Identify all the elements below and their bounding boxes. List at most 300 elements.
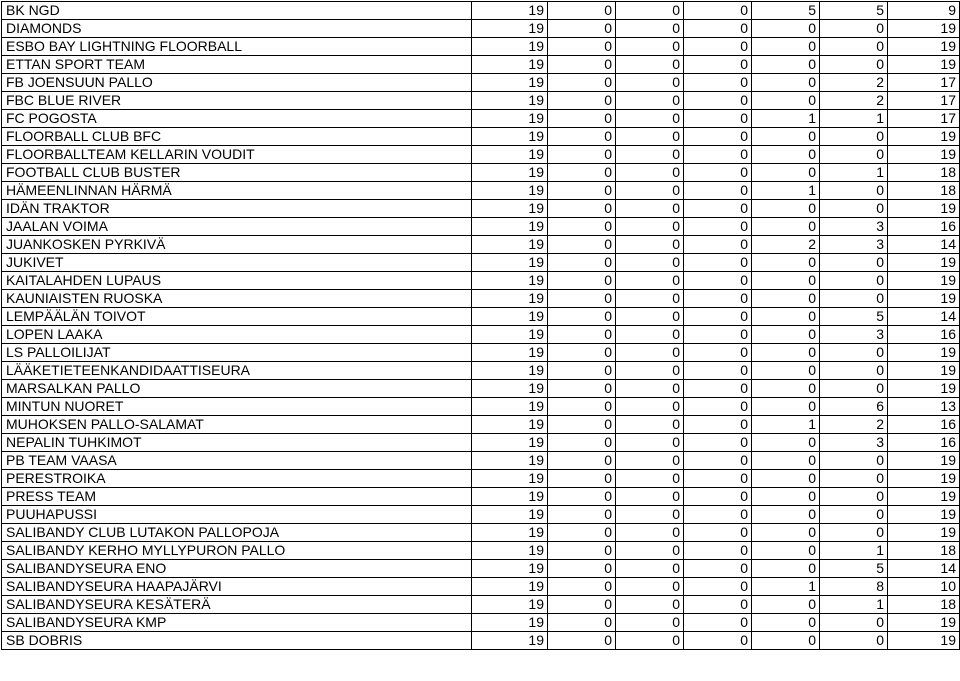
table-row xyxy=(2,524,960,542)
stat-cell-4: 0 xyxy=(752,200,820,218)
total-cell: 16 xyxy=(888,218,960,236)
stat-cell-1: 0 xyxy=(548,290,616,308)
stat-cell-3: 0 xyxy=(684,182,752,200)
table-row xyxy=(2,20,960,38)
stat-cell-1: 0 xyxy=(548,236,616,254)
games-cell: 19 xyxy=(472,272,548,290)
games-cell: 19 xyxy=(472,110,548,128)
games-cell: 19 xyxy=(472,92,548,110)
stat-cell-2: 0 xyxy=(616,434,684,452)
stat-cell-1: 0 xyxy=(548,506,616,524)
total-cell: 18 xyxy=(888,182,960,200)
team-name-cell: MUHOKSEN PALLO-SALAMAT xyxy=(2,416,472,434)
team-name-cell: BK NGD xyxy=(2,2,472,20)
team-name-cell: FLOORBALL CLUB BFC xyxy=(2,128,472,146)
stat-cell-2: 0 xyxy=(616,272,684,290)
table-row xyxy=(2,164,960,182)
stat-cell-4: 0 xyxy=(752,326,820,344)
stat-cell-4: 0 xyxy=(752,614,820,632)
stat-cell-4: 0 xyxy=(752,254,820,272)
stat-cell-3: 0 xyxy=(684,218,752,236)
stat-cell-5: 3 xyxy=(820,236,888,254)
stat-cell-3: 0 xyxy=(684,38,752,56)
games-cell: 19 xyxy=(472,74,548,92)
stat-cell-1: 0 xyxy=(548,56,616,74)
total-cell: 17 xyxy=(888,92,960,110)
stat-cell-2: 0 xyxy=(616,254,684,272)
team-name-cell: HÄMEENLINNAN HÄRMÄ xyxy=(2,182,472,200)
total-cell: 19 xyxy=(888,506,960,524)
total-cell: 19 xyxy=(888,452,960,470)
games-cell: 19 xyxy=(472,362,548,380)
stat-cell-4: 0 xyxy=(752,380,820,398)
table-row xyxy=(2,362,960,380)
stat-cell-3: 0 xyxy=(684,380,752,398)
team-name-cell: SALIBANDYSEURA KMP xyxy=(2,614,472,632)
total-cell: 17 xyxy=(888,110,960,128)
games-cell: 19 xyxy=(472,290,548,308)
stat-cell-2: 0 xyxy=(616,92,684,110)
stat-cell-3: 0 xyxy=(684,434,752,452)
stat-cell-5: 2 xyxy=(820,416,888,434)
table-row xyxy=(2,398,960,416)
stat-cell-5: 0 xyxy=(820,146,888,164)
stat-cell-5: 6 xyxy=(820,398,888,416)
total-cell: 18 xyxy=(888,164,960,182)
stat-cell-1: 0 xyxy=(548,578,616,596)
table-row xyxy=(2,578,960,596)
total-cell: 19 xyxy=(888,488,960,506)
stat-cell-5: 3 xyxy=(820,434,888,452)
stat-cell-3: 0 xyxy=(684,542,752,560)
stat-cell-4: 0 xyxy=(752,542,820,560)
table-row xyxy=(2,254,960,272)
table-body xyxy=(2,2,960,650)
games-cell: 19 xyxy=(472,452,548,470)
stat-cell-1: 0 xyxy=(548,146,616,164)
stat-cell-4: 0 xyxy=(752,74,820,92)
stat-cell-2: 0 xyxy=(616,578,684,596)
stat-cell-1: 0 xyxy=(548,470,616,488)
stat-cell-4: 1 xyxy=(752,110,820,128)
stat-cell-1: 0 xyxy=(548,128,616,146)
stat-cell-2: 0 xyxy=(616,200,684,218)
stat-cell-1: 0 xyxy=(548,614,616,632)
team-name-cell: KAITALAHDEN LUPAUS xyxy=(2,272,472,290)
total-cell: 13 xyxy=(888,398,960,416)
stat-cell-2: 0 xyxy=(616,470,684,488)
stat-cell-2: 0 xyxy=(616,182,684,200)
stat-cell-5: 0 xyxy=(820,362,888,380)
stat-cell-2: 0 xyxy=(616,56,684,74)
stat-cell-2: 0 xyxy=(616,560,684,578)
stat-cell-2: 0 xyxy=(616,308,684,326)
total-cell: 9 xyxy=(888,2,960,20)
team-name-cell: LÄÄKETIETEENKANDIDAATTISEURA xyxy=(2,362,472,380)
stat-cell-1: 0 xyxy=(548,218,616,236)
team-name-cell: MINTUN NUORET xyxy=(2,398,472,416)
stat-cell-5: 0 xyxy=(820,524,888,542)
table-row xyxy=(2,56,960,74)
table-row xyxy=(2,110,960,128)
stat-cell-5: 0 xyxy=(820,254,888,272)
team-name-cell: FBC BLUE RIVER xyxy=(2,92,472,110)
team-name-cell: LS PALLOILIJAT xyxy=(2,344,472,362)
stat-cell-3: 0 xyxy=(684,20,752,38)
stat-cell-4: 0 xyxy=(752,596,820,614)
team-name-cell: SALIBANDY CLUB LUTAKON PALLOPOJA xyxy=(2,524,472,542)
stat-cell-3: 0 xyxy=(684,488,752,506)
games-cell: 19 xyxy=(472,380,548,398)
stat-cell-1: 0 xyxy=(548,164,616,182)
games-cell: 19 xyxy=(472,542,548,560)
stat-cell-1: 0 xyxy=(548,110,616,128)
team-name-cell: PB TEAM VAASA xyxy=(2,452,472,470)
stat-cell-2: 0 xyxy=(616,632,684,650)
stat-cell-2: 0 xyxy=(616,110,684,128)
games-cell: 19 xyxy=(472,2,548,20)
team-name-cell: KAUNIAISTEN RUOSKA xyxy=(2,290,472,308)
stat-cell-4: 0 xyxy=(752,524,820,542)
total-cell: 16 xyxy=(888,416,960,434)
stat-cell-3: 0 xyxy=(684,164,752,182)
team-name-cell: NEPALIN TUHKIMOT xyxy=(2,434,472,452)
stat-cell-5: 0 xyxy=(820,488,888,506)
stat-cell-3: 0 xyxy=(684,290,752,308)
team-name-cell: SALIBANDYSEURA HAAPAJÄRVI xyxy=(2,578,472,596)
total-cell: 19 xyxy=(888,146,960,164)
stat-cell-4: 0 xyxy=(752,398,820,416)
table-row xyxy=(2,218,960,236)
stat-cell-2: 0 xyxy=(616,164,684,182)
stat-cell-1: 0 xyxy=(548,2,616,20)
games-cell: 19 xyxy=(472,308,548,326)
team-name-cell: FLOORBALLTEAM KELLARIN VOUDIT xyxy=(2,146,472,164)
team-name-cell: PRESS TEAM xyxy=(2,488,472,506)
stat-cell-1: 0 xyxy=(548,452,616,470)
total-cell: 16 xyxy=(888,326,960,344)
games-cell: 19 xyxy=(472,164,548,182)
table-row xyxy=(2,632,960,650)
team-name-cell: FC POGOSTA xyxy=(2,110,472,128)
games-cell: 19 xyxy=(472,506,548,524)
stat-cell-3: 0 xyxy=(684,128,752,146)
stat-cell-4: 1 xyxy=(752,578,820,596)
stat-cell-1: 0 xyxy=(548,74,616,92)
stat-cell-2: 0 xyxy=(616,416,684,434)
stat-cell-3: 0 xyxy=(684,362,752,380)
stat-cell-3: 0 xyxy=(684,56,752,74)
team-name-cell: SALIBANDY KERHO MYLLYPURON PALLO xyxy=(2,542,472,560)
stat-cell-5: 0 xyxy=(820,380,888,398)
stat-cell-5: 2 xyxy=(820,74,888,92)
table-row xyxy=(2,488,960,506)
stat-cell-4: 0 xyxy=(752,560,820,578)
table-row xyxy=(2,326,960,344)
stat-cell-2: 0 xyxy=(616,344,684,362)
stat-cell-5: 3 xyxy=(820,326,888,344)
team-name-cell: JAALAN VOIMA xyxy=(2,218,472,236)
stat-cell-2: 0 xyxy=(616,218,684,236)
team-name-cell: FOOTBALL CLUB BUSTER xyxy=(2,164,472,182)
stat-cell-4: 0 xyxy=(752,92,820,110)
team-name-cell: DIAMONDS xyxy=(2,20,472,38)
stat-cell-4: 1 xyxy=(752,182,820,200)
table-row xyxy=(2,344,960,362)
team-name-cell: JUANKOSKEN PYRKIVÄ xyxy=(2,236,472,254)
stat-cell-5: 0 xyxy=(820,272,888,290)
stat-cell-1: 0 xyxy=(548,596,616,614)
stat-cell-2: 0 xyxy=(616,380,684,398)
team-name-cell: SALIBANDYSEURA KESÄTERÄ xyxy=(2,596,472,614)
stat-cell-2: 0 xyxy=(616,290,684,308)
table-row xyxy=(2,380,960,398)
stat-cell-1: 0 xyxy=(548,326,616,344)
table-row xyxy=(2,182,960,200)
games-cell: 19 xyxy=(472,326,548,344)
total-cell: 14 xyxy=(888,308,960,326)
stat-cell-5: 5 xyxy=(820,308,888,326)
total-cell: 14 xyxy=(888,560,960,578)
table-row xyxy=(2,128,960,146)
stat-cell-4: 1 xyxy=(752,416,820,434)
games-cell: 19 xyxy=(472,38,548,56)
stat-cell-3: 0 xyxy=(684,452,752,470)
stat-cell-1: 0 xyxy=(548,38,616,56)
total-cell: 19 xyxy=(888,20,960,38)
stat-cell-4: 0 xyxy=(752,344,820,362)
table-row xyxy=(2,290,960,308)
table-row xyxy=(2,416,960,434)
stat-cell-4: 0 xyxy=(752,128,820,146)
stat-cell-2: 0 xyxy=(616,488,684,506)
team-name-cell: MARSALKAN PALLO xyxy=(2,380,472,398)
stat-cell-4: 0 xyxy=(752,434,820,452)
stat-cell-3: 0 xyxy=(684,578,752,596)
stat-cell-4: 0 xyxy=(752,272,820,290)
stat-cell-3: 0 xyxy=(684,506,752,524)
total-cell: 19 xyxy=(888,38,960,56)
total-cell: 19 xyxy=(888,362,960,380)
total-cell: 18 xyxy=(888,542,960,560)
table-row xyxy=(2,560,960,578)
stat-cell-4: 0 xyxy=(752,20,820,38)
stat-cell-5: 0 xyxy=(820,290,888,308)
games-cell: 19 xyxy=(472,560,548,578)
stat-cell-3: 0 xyxy=(684,524,752,542)
stat-cell-3: 0 xyxy=(684,596,752,614)
stat-cell-2: 0 xyxy=(616,38,684,56)
total-cell: 19 xyxy=(888,200,960,218)
stat-cell-3: 0 xyxy=(684,560,752,578)
stat-cell-3: 0 xyxy=(684,632,752,650)
team-name-cell: LEMPÄÄLÄN TOIVOT xyxy=(2,308,472,326)
stat-cell-5: 8 xyxy=(820,578,888,596)
table-row xyxy=(2,74,960,92)
stat-cell-2: 0 xyxy=(616,128,684,146)
total-cell: 19 xyxy=(888,272,960,290)
stat-cell-2: 0 xyxy=(616,398,684,416)
stat-cell-4: 0 xyxy=(752,470,820,488)
table-row xyxy=(2,452,960,470)
games-cell: 19 xyxy=(472,434,548,452)
total-cell: 19 xyxy=(888,614,960,632)
games-cell: 19 xyxy=(472,398,548,416)
stat-cell-3: 0 xyxy=(684,92,752,110)
games-cell: 19 xyxy=(472,182,548,200)
stat-cell-5: 5 xyxy=(820,2,888,20)
stat-cell-5: 1 xyxy=(820,164,888,182)
games-cell: 19 xyxy=(472,254,548,272)
stat-cell-1: 0 xyxy=(548,398,616,416)
total-cell: 19 xyxy=(888,524,960,542)
stat-cell-1: 0 xyxy=(548,416,616,434)
stat-cell-2: 0 xyxy=(616,236,684,254)
stat-cell-1: 0 xyxy=(548,200,616,218)
games-cell: 19 xyxy=(472,56,548,74)
stat-cell-3: 0 xyxy=(684,110,752,128)
team-name-cell: ETTAN SPORT TEAM xyxy=(2,56,472,74)
table-row xyxy=(2,308,960,326)
stat-cell-3: 0 xyxy=(684,416,752,434)
team-name-cell: SALIBANDYSEURA ENO xyxy=(2,560,472,578)
stat-cell-5: 1 xyxy=(820,542,888,560)
stat-cell-4: 0 xyxy=(752,632,820,650)
table-row xyxy=(2,596,960,614)
stat-cell-5: 0 xyxy=(820,614,888,632)
total-cell: 19 xyxy=(888,470,960,488)
stat-cell-5: 0 xyxy=(820,344,888,362)
team-stats-table xyxy=(1,1,960,650)
stat-cell-1: 0 xyxy=(548,254,616,272)
team-name-cell: LOPEN LAAKA xyxy=(2,326,472,344)
stat-cell-5: 0 xyxy=(820,38,888,56)
stat-cell-5: 1 xyxy=(820,110,888,128)
stat-cell-3: 0 xyxy=(684,146,752,164)
stat-cell-4: 0 xyxy=(752,452,820,470)
stat-cell-1: 0 xyxy=(548,560,616,578)
table-row xyxy=(2,542,960,560)
games-cell: 19 xyxy=(472,344,548,362)
stat-cell-4: 0 xyxy=(752,308,820,326)
stat-cell-5: 2 xyxy=(820,92,888,110)
games-cell: 19 xyxy=(472,614,548,632)
stat-cell-5: 1 xyxy=(820,596,888,614)
stat-cell-4: 0 xyxy=(752,506,820,524)
stat-cell-2: 0 xyxy=(616,146,684,164)
stat-cell-2: 0 xyxy=(616,506,684,524)
table-row xyxy=(2,200,960,218)
stat-cell-4: 0 xyxy=(752,290,820,308)
table-row xyxy=(2,2,960,20)
stat-cell-2: 0 xyxy=(616,2,684,20)
total-cell: 18 xyxy=(888,596,960,614)
games-cell: 19 xyxy=(472,236,548,254)
team-name-cell: PUUHAPUSSI xyxy=(2,506,472,524)
stat-cell-4: 0 xyxy=(752,164,820,182)
stat-cell-2: 0 xyxy=(616,20,684,38)
total-cell: 19 xyxy=(888,344,960,362)
stat-cell-5: 0 xyxy=(820,506,888,524)
total-cell: 19 xyxy=(888,128,960,146)
stat-cell-3: 0 xyxy=(684,254,752,272)
stat-cell-3: 0 xyxy=(684,236,752,254)
games-cell: 19 xyxy=(472,146,548,164)
team-name-cell: SB DOBRIS xyxy=(2,632,472,650)
stat-cell-4: 5 xyxy=(752,2,820,20)
stat-cell-1: 0 xyxy=(548,632,616,650)
stat-cell-5: 0 xyxy=(820,56,888,74)
table-row xyxy=(2,470,960,488)
stat-cell-4: 0 xyxy=(752,488,820,506)
games-cell: 19 xyxy=(472,632,548,650)
total-cell: 19 xyxy=(888,632,960,650)
stat-cell-4: 0 xyxy=(752,146,820,164)
games-cell: 19 xyxy=(472,470,548,488)
games-cell: 19 xyxy=(472,200,548,218)
total-cell: 19 xyxy=(888,380,960,398)
stat-cell-1: 0 xyxy=(548,542,616,560)
stat-cell-3: 0 xyxy=(684,344,752,362)
games-cell: 19 xyxy=(472,218,548,236)
stat-cell-2: 0 xyxy=(616,326,684,344)
stat-cell-5: 3 xyxy=(820,218,888,236)
stat-cell-5: 5 xyxy=(820,560,888,578)
stat-cell-3: 0 xyxy=(684,398,752,416)
stat-cell-2: 0 xyxy=(616,74,684,92)
stat-cell-2: 0 xyxy=(616,614,684,632)
stat-cell-5: 0 xyxy=(820,470,888,488)
stat-cell-1: 0 xyxy=(548,182,616,200)
stat-cell-3: 0 xyxy=(684,200,752,218)
stat-cell-1: 0 xyxy=(548,488,616,506)
games-cell: 19 xyxy=(472,20,548,38)
stat-cell-4: 2 xyxy=(752,236,820,254)
stat-cell-5: 0 xyxy=(820,20,888,38)
stat-cell-3: 0 xyxy=(684,272,752,290)
stat-cell-1: 0 xyxy=(548,434,616,452)
stat-cell-3: 0 xyxy=(684,614,752,632)
stat-cell-1: 0 xyxy=(548,272,616,290)
stat-cell-1: 0 xyxy=(548,308,616,326)
games-cell: 19 xyxy=(472,596,548,614)
stat-cell-3: 0 xyxy=(684,470,752,488)
stat-cell-1: 0 xyxy=(548,92,616,110)
stat-cell-2: 0 xyxy=(616,524,684,542)
stat-cell-5: 0 xyxy=(820,200,888,218)
stat-cell-5: 0 xyxy=(820,182,888,200)
stat-cell-3: 0 xyxy=(684,2,752,20)
table-row xyxy=(2,92,960,110)
total-cell: 17 xyxy=(888,74,960,92)
table-row xyxy=(2,272,960,290)
games-cell: 19 xyxy=(472,416,548,434)
total-cell: 19 xyxy=(888,254,960,272)
stat-cell-1: 0 xyxy=(548,362,616,380)
team-name-cell: PERESTROIKA xyxy=(2,470,472,488)
total-cell: 10 xyxy=(888,578,960,596)
stat-cell-3: 0 xyxy=(684,326,752,344)
table-row xyxy=(2,38,960,56)
stat-cell-2: 0 xyxy=(616,362,684,380)
stat-cell-5: 0 xyxy=(820,452,888,470)
games-cell: 19 xyxy=(472,578,548,596)
stat-cell-4: 0 xyxy=(752,362,820,380)
total-cell: 19 xyxy=(888,290,960,308)
stat-cell-1: 0 xyxy=(548,524,616,542)
table-row xyxy=(2,506,960,524)
total-cell: 16 xyxy=(888,434,960,452)
